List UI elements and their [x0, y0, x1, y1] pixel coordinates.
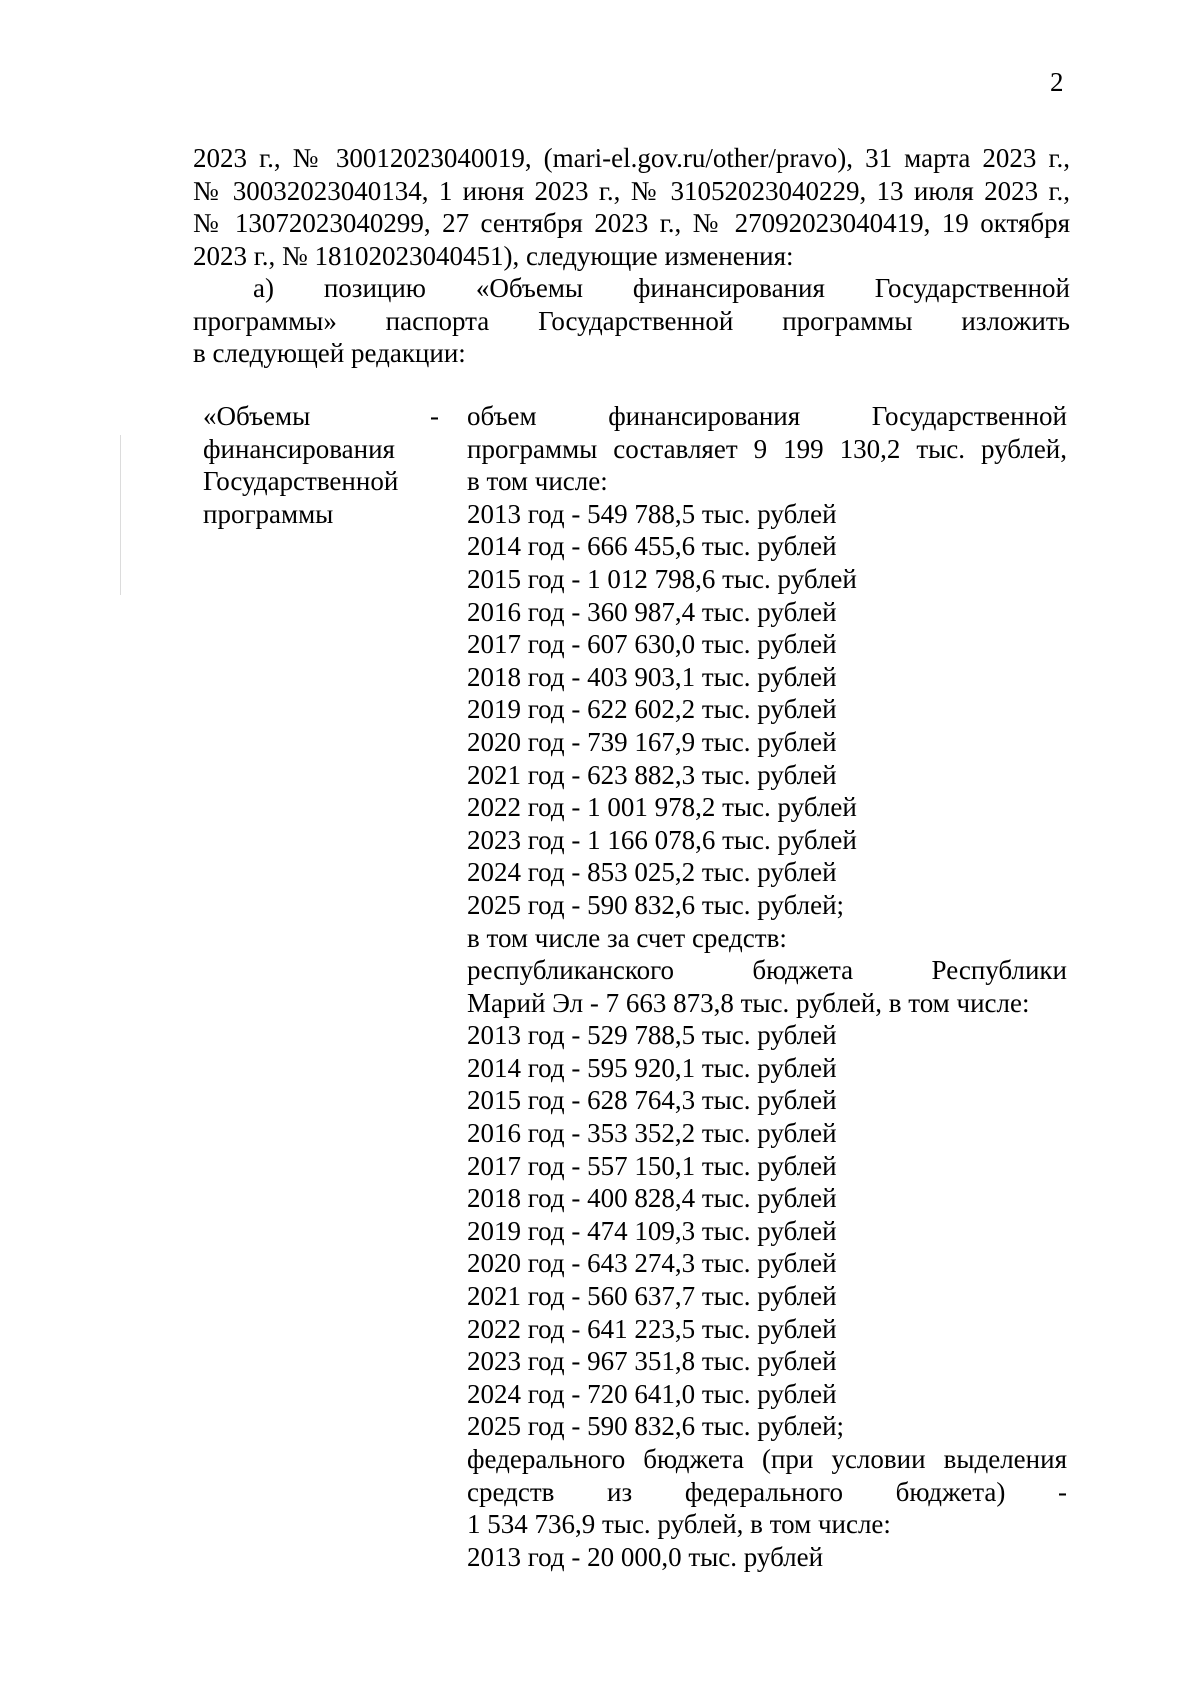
year-amount-line: 2019 год - 474 109,3 тыс. рублей — [467, 1215, 837, 1246]
intro-line: а) позицию «Объемы финансирования Государственной — [253, 273, 1070, 303]
year-amount-line: 2013 год - 549 788,5 тыс. рублей — [467, 498, 837, 529]
value-line: Марий Эл - 7 663 873,8 тыс. рублей, в том числе: — [467, 987, 1030, 1018]
year-amount-line: 2015 год - 628 764,3 тыс. рублей — [467, 1085, 837, 1116]
value-line: республиканского бюджета Республики — [467, 955, 1067, 986]
passport-label — [203, 400, 433, 530]
year-amount-line: 2013 год - 20 000,0 тыс. рублей — [467, 1541, 824, 1572]
year-amount-line: 2023 год - 967 351,8 тыс. рублей — [467, 1346, 837, 1377]
year-amount-line: 2022 год - 641 223,5 тыс. рублей — [467, 1313, 837, 1344]
year-amount-line: 2016 год - 353 352,2 тыс. рублей — [467, 1118, 837, 1149]
value-line: в том числе за счет средств: — [467, 922, 787, 953]
passport-value — [467, 400, 1067, 1573]
value-line: средств из федерального бюджета) - — [467, 1476, 1067, 1507]
year-amount-line: 2016 год - 360 987,4 тыс. рублей — [467, 596, 837, 627]
year-amount-line: 2013 год - 529 788,5 тыс. рублей — [467, 1020, 837, 1051]
year-amount-line: 2024 год - 720 641,0 тыс. рублей — [467, 1378, 837, 1409]
year-amount-line: 2025 год - 590 832,6 тыс. рублей; — [467, 1411, 845, 1442]
year-amount-line: 2025 год - 590 832,6 тыс. рублей; — [467, 889, 845, 920]
year-amount-line: 2023 год - 1 166 078,6 тыс. рублей — [467, 824, 857, 855]
year-amount-line: 2021 год - 560 637,7 тыс. рублей — [467, 1281, 837, 1312]
value-line: объем финансирования Государственной — [467, 401, 1067, 431]
intro-line: программы» паспорта Государственной программы изложить — [193, 305, 1070, 336]
year-amount-line: 2020 год - 643 274,3 тыс. рублей — [467, 1248, 837, 1279]
value-line: программы составляет 9 199 130,2 тыс. рублей, — [467, 433, 1067, 464]
intro-line: в следующей редакции: — [193, 338, 466, 368]
year-amount-line: 2021 год - 623 882,3 тыс. рублей — [467, 759, 837, 790]
passport-label-line: программы — [203, 498, 334, 529]
year-amount-line: 2018 год - 400 828,4 тыс. рублей — [467, 1183, 837, 1214]
year-amount-line: 2018 год - 403 903,1 тыс. рублей — [467, 661, 837, 692]
intro-line: № 13072023040299, 27 сентября 2023 г., № 27092023040419, 19 октября — [193, 208, 1070, 238]
scan-edge-mark — [120, 435, 121, 595]
passport-label-line: финансирования — [203, 433, 395, 464]
year-amount-line: 2015 год - 1 012 798,6 тыс. рублей — [467, 563, 857, 594]
year-amount-line: 2019 год - 622 602,2 тыс. рублей — [467, 694, 837, 725]
value-line: в том числе: — [467, 466, 608, 497]
year-amount-line: 2022 год - 1 001 978,2 тыс. рублей — [467, 792, 857, 823]
intro-line: № 30032023040134, 1 июня 2023 г., № 31052023040229, 13 июля 2023 г., — [193, 175, 1070, 206]
intro-paragraph — [193, 142, 1070, 370]
year-amount-line: 2024 год - 853 025,2 тыс. рублей — [467, 857, 837, 888]
passport-label-line: Государственной — [203, 466, 399, 497]
year-amount-line: 2020 год - 739 167,9 тыс. рублей — [467, 726, 837, 757]
intro-line: 2023 г., № 18102023040451), следующие изменения: — [193, 240, 794, 271]
year-amount-line: 2017 год - 607 630,0 тыс. рублей — [467, 629, 837, 660]
value-line: федерального бюджета (при условии выделения — [467, 1444, 1067, 1474]
page-number: 2 — [1050, 67, 1064, 97]
passport-dash: - — [430, 401, 439, 431]
year-amount-line: 2017 год - 557 150,1 тыс. рублей — [467, 1150, 837, 1181]
passport-label-line: «Объемы — [203, 401, 311, 431]
year-amount-line: 2014 год - 666 455,6 тыс. рублей — [467, 531, 837, 562]
year-amount-line: 2014 год - 595 920,1 тыс. рублей — [467, 1052, 837, 1083]
value-line: 1 534 736,9 тыс. рублей, в том числе: — [467, 1509, 891, 1540]
intro-line: 2023 г., № 30012023040019, (mari-el.gov.ru/other/pravo), 31 марта 2023 г., — [193, 143, 1070, 173]
